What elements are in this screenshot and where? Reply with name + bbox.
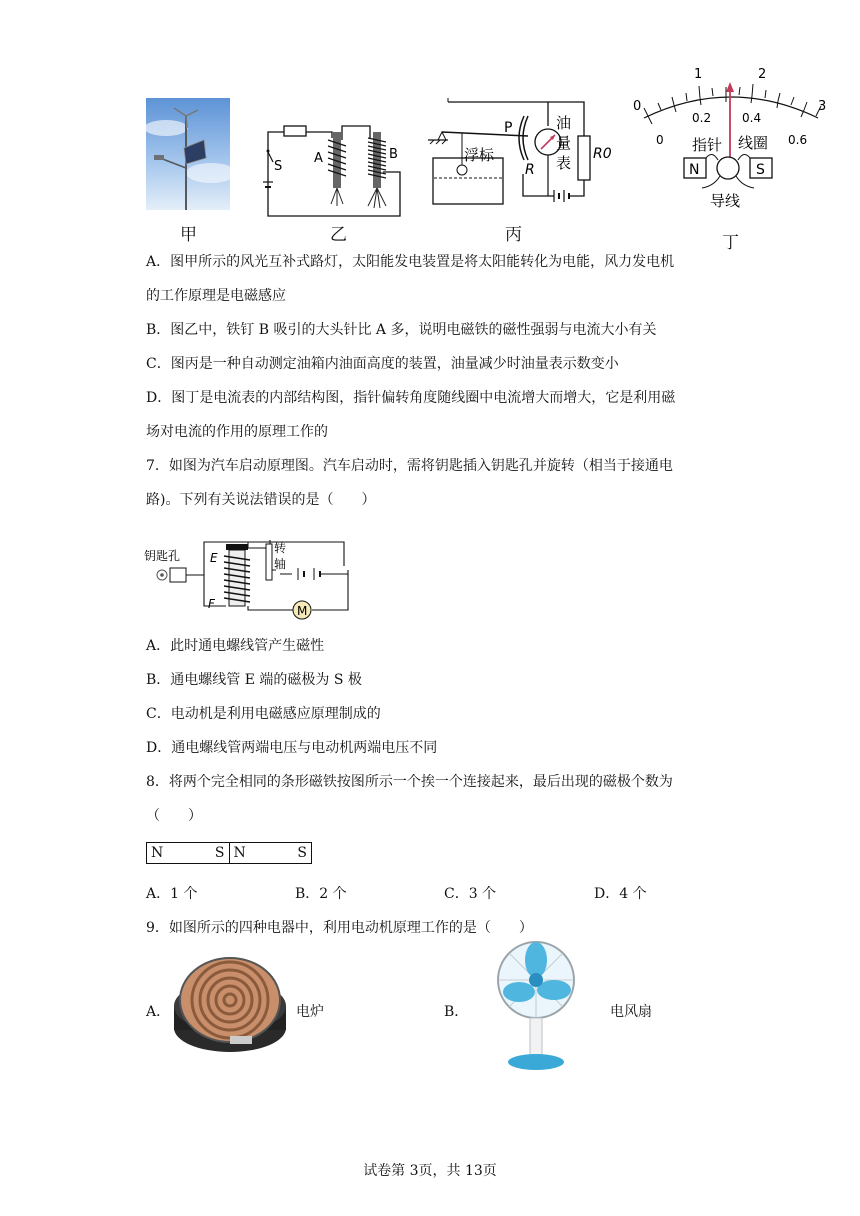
nail-b-label: B — [389, 147, 398, 162]
pointer-label: 指针 — [692, 136, 723, 154]
figure-caption-jia: 甲 — [180, 225, 197, 245]
top-scale-1: 1 — [694, 67, 703, 82]
page-footer: 试卷第 3页，共 13页 — [363, 1163, 497, 1179]
bottom-scale-0: 0 — [656, 133, 664, 147]
q6-option-d-cont: 场对电流的作用的原理工作的 — [146, 424, 328, 440]
q7-stem-line2: 路)。下列有关说法错误的是（ ） — [146, 492, 376, 508]
resistor-r-label: R — [525, 162, 535, 178]
figure-caption-yi: 乙 — [330, 225, 347, 245]
top-scale-2: 2 — [758, 67, 767, 82]
q8-option-b: B．2 个 — [295, 886, 347, 902]
q9-option-b-label: 电风扇 — [610, 1004, 652, 1020]
bar-magnets — [146, 842, 312, 864]
magnet-s-label: S — [756, 162, 765, 178]
float-label: 浮标 — [464, 146, 495, 164]
oil-meter-label-3: 表 — [556, 154, 572, 172]
magnet-n-label: N — [689, 162, 700, 178]
oil-meter-label-1: 油 — [556, 114, 572, 132]
street-lamp-photo — [146, 98, 230, 210]
q9-option-a-letter: A． — [146, 1004, 171, 1020]
oil-meter-label-2: 量 — [556, 134, 572, 152]
q6-option-a: A．图甲所示的风光互补式路灯，太阳能发电装置是将太阳能转化为电能，风力发电机 — [146, 254, 675, 270]
switch-label: S — [274, 159, 283, 174]
q8-stem-line2: （ ） — [146, 808, 202, 824]
car-start-circuit — [144, 530, 354, 620]
q7-option-b: B．通电螺线管 E 端的磁极为 S 极 — [146, 672, 362, 688]
key-hole-label: 钥匙孔 — [144, 549, 181, 563]
shaft-label-2: 轴 — [274, 557, 287, 571]
coil-label: 线圈 — [738, 134, 769, 152]
slider-p-label: P — [504, 120, 513, 136]
q7-stem-line1: 7．如图为汽车启动原理图。汽车启动时，需将钥匙插入钥匙孔并旋转（相当于接通电 — [146, 458, 673, 474]
q9-stem: 9．如图所示的四种电器中，利用电动机原理工作的是（ ） — [146, 920, 533, 936]
resistor-r0-label: R0 — [593, 146, 612, 162]
q7-option-d: D．通电螺线管两端电压与电动机两端电压不同 — [146, 740, 438, 756]
top-scale-3: 3 — [818, 99, 827, 114]
q6-option-d: D．图丁是电流表的内部结构图，指针偏转角度随线圈中电流增大而增大，它是利用磁 — [146, 390, 676, 406]
ammeter-structure — [628, 62, 834, 226]
top-scale-0: 0 — [633, 99, 642, 114]
oil-gauge-circuit — [428, 96, 612, 206]
q8-option-a: A．1 个 — [146, 886, 198, 902]
q6-option-a-cont: 的工作原理是电磁感应 — [146, 288, 286, 304]
q6-option-c: C．图丙是一种自动测定油箱内油面高度的装置，油量减少时油量表示数变小 — [146, 356, 619, 372]
magnet-1-s: S — [214, 845, 225, 861]
shaft-label-1: 转 — [274, 541, 287, 555]
coil-e-label: E — [210, 551, 218, 565]
magnet-1-n: N — [151, 845, 164, 861]
bottom-scale-3: 0.6 — [788, 133, 808, 147]
bar-magnet-2 — [230, 843, 312, 863]
electric-stove-icon — [170, 950, 290, 1062]
magnet-2-n: N — [233, 845, 246, 861]
q8-option-d: D．4 个 — [594, 886, 647, 902]
bar-magnet-1 — [147, 843, 230, 863]
wire-label: 导线 — [710, 192, 741, 210]
electromagnet-circuit — [258, 120, 408, 218]
bottom-scale-2: 0.4 — [742, 111, 762, 125]
motor-m-label: M — [297, 604, 308, 618]
q8-stem-line1: 8．将两个完全相同的条形磁铁按图所示一个挨一个连接起来，最后出现的磁极个数为 — [146, 774, 673, 790]
figure-caption-bing: 丙 — [505, 225, 522, 245]
figure-caption-ding: 丁 — [722, 233, 739, 253]
q9-option-a-label: 电炉 — [296, 1004, 324, 1020]
q7-option-c: C．电动机是利用电磁感应原理制成的 — [146, 706, 381, 722]
q6-option-b: B．图乙中，铁钉 B 吸引的大头针比 A 多，说明电磁铁的磁性强弱与电流大小有关 — [146, 322, 657, 338]
coil-f-label: F — [208, 597, 215, 611]
q9-option-b-letter: B． — [444, 1004, 469, 1020]
q7-option-a: A．此时通电螺线管产生磁性 — [146, 638, 325, 654]
nail-a-label: A — [314, 151, 323, 166]
electric-fan-icon — [494, 938, 578, 1074]
q8-option-c: C．3 个 — [444, 886, 497, 902]
bottom-scale-1: 0.2 — [692, 111, 712, 125]
magnet-2-s: S — [297, 845, 307, 861]
